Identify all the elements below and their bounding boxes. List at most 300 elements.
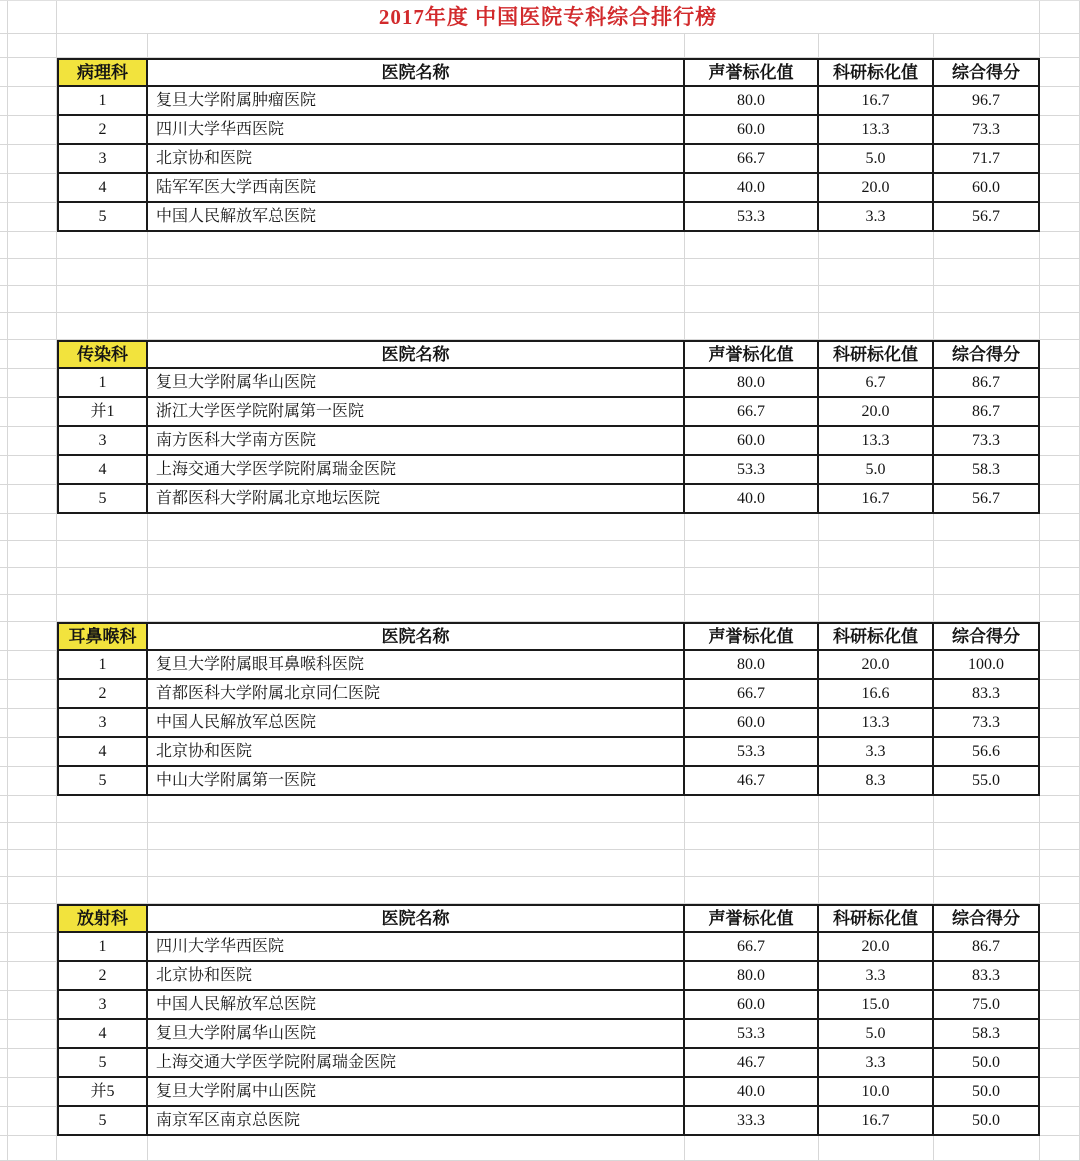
column-header-research: 科研标化值	[819, 58, 934, 87]
reputation-cell: 46.7	[685, 1049, 819, 1078]
empty-cell	[8, 145, 57, 174]
score-cell: 50.0	[934, 1078, 1040, 1107]
research-cell: 13.3	[819, 709, 934, 738]
empty-cell	[57, 313, 148, 340]
empty-cell	[8, 369, 57, 398]
empty-cell	[148, 877, 685, 904]
empty-cell	[1040, 340, 1080, 369]
table-row	[0, 456, 1080, 485]
hospital-cell: 陆军军医大学西南医院	[148, 174, 685, 203]
empty-cell	[8, 568, 57, 595]
empty-cell	[934, 514, 1040, 541]
empty-cell	[1040, 1049, 1080, 1078]
score-cell: 100.0	[934, 651, 1040, 680]
empty-cell	[8, 541, 57, 568]
empty-cell	[0, 313, 8, 340]
empty-cell	[0, 456, 8, 485]
empty-cell	[57, 259, 148, 286]
empty-cell	[8, 259, 57, 286]
empty-cell	[148, 541, 685, 568]
rank-cell: 5	[57, 203, 148, 232]
empty-cell	[8, 962, 57, 991]
column-header-reputation: 声誉标化值	[685, 622, 819, 651]
hospital-cell: 四川大学华西医院	[148, 933, 685, 962]
empty-cell	[8, 991, 57, 1020]
table-row	[0, 398, 1080, 427]
empty-cell	[1040, 427, 1080, 456]
rank-cell: 3	[57, 709, 148, 738]
section-category: 耳鼻喉科	[57, 622, 148, 651]
column-header-score: 综合得分	[934, 904, 1040, 933]
empty-cell	[685, 34, 819, 58]
reputation-cell: 80.0	[685, 651, 819, 680]
hospital-cell: 复旦大学附属眼耳鼻喉科医院	[148, 651, 685, 680]
empty-cell	[8, 313, 57, 340]
empty-cell	[934, 286, 1040, 313]
empty-cell	[1040, 823, 1080, 850]
research-cell: 16.7	[819, 87, 934, 116]
score-cell: 56.7	[934, 203, 1040, 232]
table-row	[0, 933, 1080, 962]
reputation-cell: 53.3	[685, 203, 819, 232]
empty-cell	[1040, 1020, 1080, 1049]
empty-cell	[1040, 904, 1080, 933]
column-header-score: 综合得分	[934, 622, 1040, 651]
reputation-cell: 53.3	[685, 456, 819, 485]
rank-cell: 4	[57, 456, 148, 485]
score-cell: 56.7	[934, 485, 1040, 514]
empty-cell	[1040, 232, 1080, 259]
rank-cell: 并1	[57, 398, 148, 427]
empty-cell	[1040, 850, 1080, 877]
research-cell: 3.3	[819, 738, 934, 767]
column-header-research: 科研标化值	[819, 904, 934, 933]
score-cell: 73.3	[934, 116, 1040, 145]
empty-cell	[0, 709, 8, 738]
empty-cell	[1040, 286, 1080, 313]
reputation-cell: 66.7	[685, 398, 819, 427]
empty-cell	[57, 34, 148, 58]
empty-cell	[8, 116, 57, 145]
empty-cell	[1040, 456, 1080, 485]
empty-cell	[0, 514, 8, 541]
empty-cell	[1040, 145, 1080, 174]
reputation-cell: 53.3	[685, 1020, 819, 1049]
hospital-cell: 复旦大学附属肿瘤医院	[148, 87, 685, 116]
rank-cell: 1	[57, 87, 148, 116]
empty-cell	[934, 232, 1040, 259]
empty-cell	[57, 850, 148, 877]
score-cell: 71.7	[934, 145, 1040, 174]
empty-cell	[1040, 991, 1080, 1020]
empty-cell	[8, 622, 57, 651]
column-header-hospital: 医院名称	[148, 58, 685, 87]
empty-cell	[819, 232, 934, 259]
reputation-cell: 60.0	[685, 991, 819, 1020]
table-row	[0, 1049, 1080, 1078]
empty-cell	[0, 1136, 8, 1161]
empty-cell	[0, 622, 8, 651]
empty-cell	[8, 1, 57, 34]
empty-cell	[8, 485, 57, 514]
empty-cell	[148, 823, 685, 850]
empty-cell	[8, 796, 57, 823]
column-header-score: 综合得分	[934, 340, 1040, 369]
rank-cell: 4	[57, 1020, 148, 1049]
empty-cell	[1040, 933, 1080, 962]
empty-cell	[1040, 313, 1080, 340]
hospital-cell: 中国人民解放军总医院	[148, 991, 685, 1020]
empty-cell	[57, 232, 148, 259]
table-row	[0, 1078, 1080, 1107]
hospital-cell: 上海交通大学医学院附属瑞金医院	[148, 456, 685, 485]
reputation-cell: 60.0	[685, 709, 819, 738]
rank-cell: 5	[57, 767, 148, 796]
score-cell: 83.3	[934, 680, 1040, 709]
column-header-research: 科研标化值	[819, 622, 934, 651]
score-cell: 73.3	[934, 709, 1040, 738]
research-cell: 20.0	[819, 174, 934, 203]
empty-cell	[1040, 369, 1080, 398]
research-cell: 8.3	[819, 767, 934, 796]
empty-cell	[1040, 87, 1080, 116]
rank-cell: 2	[57, 962, 148, 991]
reputation-cell: 53.3	[685, 738, 819, 767]
research-cell: 5.0	[819, 1020, 934, 1049]
empty-cell	[934, 1136, 1040, 1161]
empty-cell	[1040, 174, 1080, 203]
empty-cell	[1040, 595, 1080, 622]
empty-cell	[0, 1078, 8, 1107]
column-header-hospital: 医院名称	[148, 904, 685, 933]
score-cell: 86.7	[934, 398, 1040, 427]
empty-cell	[0, 174, 8, 203]
empty-cell	[0, 823, 8, 850]
reputation-cell: 33.3	[685, 1107, 819, 1136]
empty-cell	[0, 1049, 8, 1078]
empty-cell	[934, 568, 1040, 595]
empty-cell	[685, 514, 819, 541]
score-cell: 58.3	[934, 456, 1040, 485]
empty-cell	[685, 286, 819, 313]
empty-cell	[685, 541, 819, 568]
rank-cell: 4	[57, 174, 148, 203]
empty-cell	[934, 541, 1040, 568]
empty-cell	[685, 568, 819, 595]
empty-cell	[819, 541, 934, 568]
empty-cell	[1040, 680, 1080, 709]
empty-cell	[8, 1049, 57, 1078]
empty-cell	[1040, 116, 1080, 145]
empty-cell	[8, 427, 57, 456]
empty-cell	[0, 904, 8, 933]
empty-cell	[685, 823, 819, 850]
empty-cell	[148, 232, 685, 259]
rank-cell: 5	[57, 485, 148, 514]
empty-cell	[685, 595, 819, 622]
score-cell: 86.7	[934, 933, 1040, 962]
empty-cell	[685, 877, 819, 904]
reputation-cell: 60.0	[685, 427, 819, 456]
hospital-cell: 中国人民解放军总医院	[148, 203, 685, 232]
empty-cell	[8, 398, 57, 427]
research-cell: 20.0	[819, 651, 934, 680]
empty-cell	[0, 87, 8, 116]
empty-cell	[8, 34, 57, 58]
empty-cell	[57, 286, 148, 313]
table-row	[0, 145, 1080, 174]
empty-cell	[8, 232, 57, 259]
empty-cell	[1040, 622, 1080, 651]
rank-cell: 5	[57, 1049, 148, 1078]
empty-cell	[8, 904, 57, 933]
table-row	[0, 116, 1080, 145]
research-cell: 20.0	[819, 398, 934, 427]
empty-cell	[1040, 709, 1080, 738]
empty-cell	[0, 680, 8, 709]
table-row	[0, 680, 1080, 709]
empty-cell	[1040, 259, 1080, 286]
hospital-cell: 北京协和医院	[148, 145, 685, 174]
empty-cell	[934, 877, 1040, 904]
empty-cell	[0, 651, 8, 680]
empty-cell	[8, 1020, 57, 1049]
empty-cell	[819, 595, 934, 622]
empty-cell	[819, 877, 934, 904]
empty-cell	[148, 595, 685, 622]
reputation-cell: 40.0	[685, 1078, 819, 1107]
rank-cell: 5	[57, 1107, 148, 1136]
reputation-cell: 66.7	[685, 145, 819, 174]
empty-cell	[0, 767, 8, 796]
score-cell: 50.0	[934, 1107, 1040, 1136]
hospital-cell: 复旦大学附属中山医院	[148, 1078, 685, 1107]
table-row	[0, 962, 1080, 991]
empty-cell	[57, 796, 148, 823]
empty-cell	[0, 1, 8, 34]
rank-cell: 4	[57, 738, 148, 767]
rank-cell: 并5	[57, 1078, 148, 1107]
empty-cell	[8, 823, 57, 850]
empty-cell	[0, 116, 8, 145]
rank-cell: 2	[57, 680, 148, 709]
research-cell: 3.3	[819, 1049, 934, 1078]
empty-cell	[819, 34, 934, 58]
empty-cell	[934, 850, 1040, 877]
empty-cell	[1040, 514, 1080, 541]
empty-cell	[8, 58, 57, 87]
empty-cell	[8, 877, 57, 904]
empty-cell	[685, 232, 819, 259]
empty-cell	[8, 1078, 57, 1107]
empty-cell	[819, 313, 934, 340]
reputation-cell: 80.0	[685, 87, 819, 116]
rank-cell: 3	[57, 145, 148, 174]
score-cell: 58.3	[934, 1020, 1040, 1049]
empty-cell	[0, 933, 8, 962]
empty-cell	[8, 514, 57, 541]
score-cell: 55.0	[934, 767, 1040, 796]
table-row	[0, 709, 1080, 738]
empty-cell	[934, 259, 1040, 286]
empty-cell	[8, 456, 57, 485]
empty-cell	[57, 823, 148, 850]
column-header-hospital: 医院名称	[148, 622, 685, 651]
research-cell: 16.7	[819, 1107, 934, 1136]
empty-cell	[0, 145, 8, 174]
empty-cell	[819, 568, 934, 595]
research-cell: 13.3	[819, 116, 934, 145]
table-row	[0, 1107, 1080, 1136]
reputation-cell: 66.7	[685, 933, 819, 962]
score-cell: 83.3	[934, 962, 1040, 991]
empty-cell	[934, 595, 1040, 622]
hospital-cell: 北京协和医院	[148, 738, 685, 767]
table-row	[0, 427, 1080, 456]
empty-cell	[0, 991, 8, 1020]
empty-cell	[0, 58, 8, 87]
empty-cell	[148, 568, 685, 595]
empty-cell	[1040, 541, 1080, 568]
empty-cell	[8, 286, 57, 313]
score-cell: 60.0	[934, 174, 1040, 203]
empty-cell	[685, 796, 819, 823]
empty-cell	[819, 823, 934, 850]
empty-cell	[57, 514, 148, 541]
empty-cell	[1040, 738, 1080, 767]
empty-cell	[1040, 796, 1080, 823]
empty-cell	[1040, 1136, 1080, 1161]
research-cell: 13.3	[819, 427, 934, 456]
empty-cell	[57, 595, 148, 622]
rank-cell: 3	[57, 991, 148, 1020]
empty-cell	[0, 427, 8, 456]
empty-cell	[8, 738, 57, 767]
research-cell: 16.7	[819, 485, 934, 514]
table-row	[0, 651, 1080, 680]
reputation-cell: 66.7	[685, 680, 819, 709]
section-category: 传染科	[57, 340, 148, 369]
hospital-cell: 首都医科大学附属北京同仁医院	[148, 680, 685, 709]
empty-cell	[8, 340, 57, 369]
empty-cell	[8, 203, 57, 232]
table-row	[0, 369, 1080, 398]
empty-cell	[148, 286, 685, 313]
hospital-cell: 复旦大学附属华山医院	[148, 1020, 685, 1049]
empty-cell	[819, 850, 934, 877]
empty-cell	[0, 738, 8, 767]
empty-cell	[0, 34, 8, 58]
score-cell: 96.7	[934, 87, 1040, 116]
empty-cell	[819, 1136, 934, 1161]
table-row	[0, 767, 1080, 796]
empty-cell	[148, 259, 685, 286]
research-cell: 15.0	[819, 991, 934, 1020]
rank-cell: 1	[57, 933, 148, 962]
empty-cell	[819, 514, 934, 541]
empty-cell	[685, 259, 819, 286]
empty-cell	[685, 850, 819, 877]
empty-cell	[148, 514, 685, 541]
empty-cell	[148, 313, 685, 340]
empty-cell	[8, 709, 57, 738]
table-row	[0, 738, 1080, 767]
table-row	[0, 203, 1080, 232]
hospital-cell: 北京协和医院	[148, 962, 685, 991]
table-row	[0, 87, 1080, 116]
research-cell: 5.0	[819, 145, 934, 174]
score-cell: 86.7	[934, 369, 1040, 398]
hospital-cell: 复旦大学附属华山医院	[148, 369, 685, 398]
empty-cell	[934, 823, 1040, 850]
empty-cell	[8, 850, 57, 877]
empty-cell	[0, 232, 8, 259]
rank-cell: 1	[57, 369, 148, 398]
research-cell: 6.7	[819, 369, 934, 398]
hospital-cell: 上海交通大学医学院附属瑞金医院	[148, 1049, 685, 1078]
table-row	[0, 991, 1080, 1020]
table-row	[0, 174, 1080, 203]
empty-cell	[0, 286, 8, 313]
empty-cell	[1040, 568, 1080, 595]
empty-cell	[8, 595, 57, 622]
empty-cell	[1040, 1078, 1080, 1107]
empty-cell	[57, 568, 148, 595]
table-row	[0, 485, 1080, 514]
score-cell: 75.0	[934, 991, 1040, 1020]
empty-cell	[0, 962, 8, 991]
section-category: 放射科	[57, 904, 148, 933]
hospital-cell: 南京军区南京总医院	[148, 1107, 685, 1136]
column-header-score: 综合得分	[934, 58, 1040, 87]
empty-cell	[934, 34, 1040, 58]
research-cell: 5.0	[819, 456, 934, 485]
empty-cell	[0, 203, 8, 232]
empty-cell	[1040, 203, 1080, 232]
table-row	[0, 1020, 1080, 1049]
empty-cell	[8, 767, 57, 796]
empty-cell	[0, 850, 8, 877]
empty-cell	[1040, 767, 1080, 796]
empty-cell	[8, 680, 57, 709]
empty-cell	[57, 1136, 148, 1161]
research-cell: 16.6	[819, 680, 934, 709]
reputation-cell: 40.0	[685, 485, 819, 514]
empty-cell	[8, 1136, 57, 1161]
column-header-reputation: 声誉标化值	[685, 904, 819, 933]
reputation-cell: 80.0	[685, 369, 819, 398]
page-title: 2017年度 中国医院专科综合排行榜	[57, 1, 1040, 34]
empty-cell	[934, 313, 1040, 340]
empty-cell	[148, 850, 685, 877]
reputation-cell: 60.0	[685, 116, 819, 145]
empty-cell	[8, 1107, 57, 1136]
rank-cell: 3	[57, 427, 148, 456]
empty-cell	[685, 1136, 819, 1161]
empty-cell	[0, 485, 8, 514]
empty-cell	[148, 34, 685, 58]
column-header-research: 科研标化值	[819, 340, 934, 369]
research-cell: 3.3	[819, 203, 934, 232]
score-cell: 56.6	[934, 738, 1040, 767]
research-cell: 10.0	[819, 1078, 934, 1107]
reputation-cell: 40.0	[685, 174, 819, 203]
empty-cell	[1040, 398, 1080, 427]
empty-cell	[0, 259, 8, 286]
column-header-hospital: 医院名称	[148, 340, 685, 369]
rank-cell: 2	[57, 116, 148, 145]
reputation-cell: 80.0	[685, 962, 819, 991]
